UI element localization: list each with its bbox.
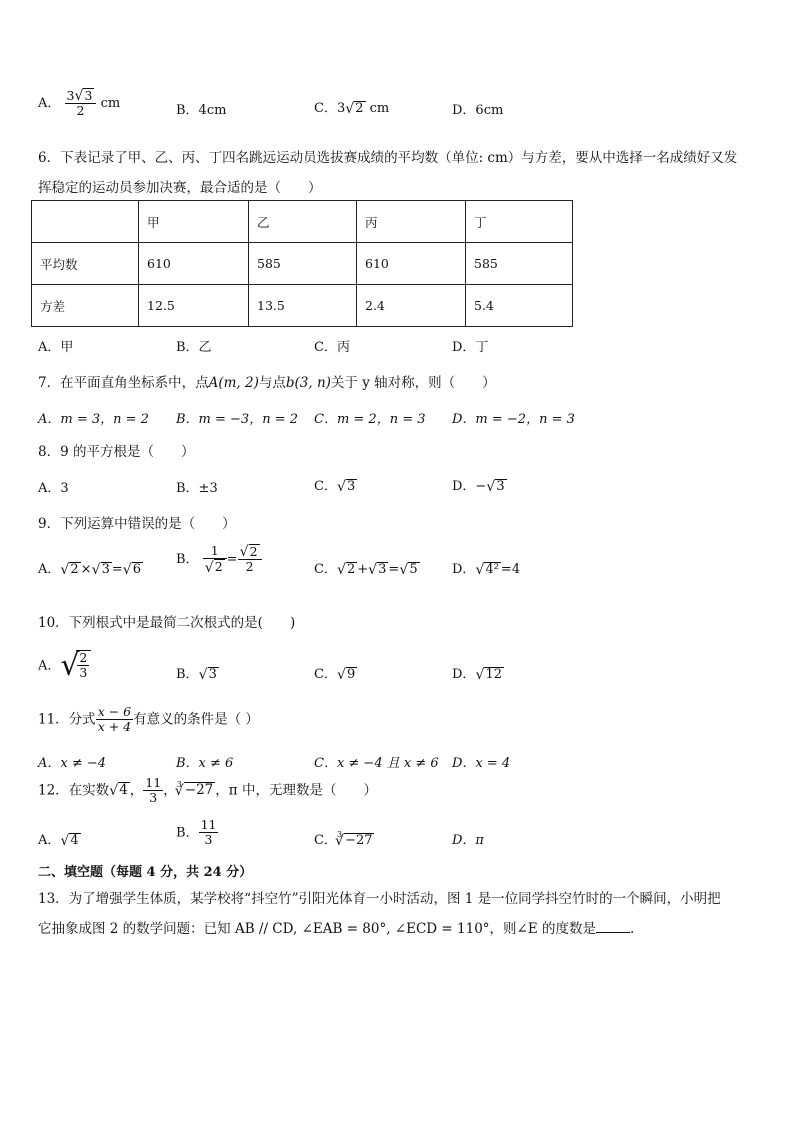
q7-option-d: D．m = −2，n = 3 [452, 412, 575, 427]
q6-option-b: B．乙 [176, 340, 212, 355]
q12-fraction: $\frac{11}{3}$ [145, 775, 162, 806]
table-cell: 平均数 [32, 243, 139, 285]
q5-option-c: C．3√ 2 cm [314, 97, 389, 116]
q11-option-b: B．x ≠ 6 [176, 756, 234, 771]
q6-option-a: A．甲 [38, 340, 74, 355]
table-cell: 585 [466, 243, 573, 285]
q6-option-c: C．丙 [314, 340, 350, 355]
q7-option-a: A．m = 3，n = 2 [38, 412, 149, 427]
q6-stem-line1: 6．下表记录了甲、乙、丙、丁四名跳远运动员选拔赛成绩的平均数（单位: cm）与方差，要从中选择一名成绩好又发 [38, 150, 738, 166]
answer-blank[interactable] [596, 931, 630, 933]
q12-option-c: C．$^3$√ −27 [314, 829, 374, 848]
q11-fraction: $\frac{x - 6}{x + 4}$ [97, 704, 132, 735]
q7-point-b: b(3, n) [285, 375, 331, 391]
q8-option-b: B．±3 [176, 481, 218, 496]
q5-a-label: A． [38, 95, 61, 111]
q9-option-c: C．√ 2 +√ 3 =√ 5 [314, 558, 420, 577]
table-cell: 12.5 [139, 285, 249, 327]
q7-stem: 7．在平面直角坐标系中，点A(m, 2)与点b(3, n)关于 y 轴对称，则（ ） [38, 375, 496, 391]
table-cell: 2.4 [357, 285, 466, 327]
q11-option-d: D．x = 4 [452, 756, 511, 771]
q9-option-a: A．√ 2 ×√ 3 =√ 6 [38, 558, 143, 577]
table-cell: 甲 [139, 201, 249, 243]
q6-option-d: D．丁 [452, 340, 489, 355]
table-cell: 方差 [32, 285, 139, 327]
q10-option-d: D．√ 12 [452, 663, 504, 682]
table-cell: 丁 [466, 201, 573, 243]
q9-option-b: B． 1 √ 2 = √ $\frac{2}{2}$ [176, 544, 262, 575]
table-row [32, 243, 573, 285]
q5-a-fraction: $\frac{3√ 3}{2}$ [65, 88, 97, 119]
q5-option-d: D．6cm [452, 103, 504, 118]
table-cell: 13.5 [249, 285, 357, 327]
table-cell: 丙 [357, 201, 466, 243]
q10-option-b: B．√ 3 [176, 663, 219, 682]
q9-b-right-fraction: √ $\frac{2}{2}$ [238, 544, 262, 575]
q8-option-d: D．−√ 3 [452, 475, 507, 494]
table-cell: 585 [249, 243, 357, 285]
q12-option-d: D．π [452, 833, 484, 848]
table-header-row [32, 201, 573, 243]
table-cell: 610 [357, 243, 466, 285]
q10-stem: 10．下列根式中是最简二次根式的是( ) [38, 615, 296, 631]
section-title: 二、填空题（每题 4 分，共 24 分） [38, 865, 253, 880]
q8-option-c: C．√ 3 [314, 475, 357, 494]
table-cell: 5.4 [466, 285, 573, 327]
q5-option-a [38, 88, 120, 119]
q5-option-b: B．4cm [176, 103, 227, 118]
q10-option-a: A． √ $\frac{2}{3}$ [38, 650, 91, 681]
q9-stem: 9．下列运算中错误的是（ ） [38, 516, 236, 532]
q13-stem-line2: 它抽象成图 2 的数学问题：已知 AB // CD, ∠EAB = 80°, ∠ECD = 110°，则∠E 的度数是 . [38, 921, 635, 937]
table-cell: 乙 [249, 201, 357, 243]
q7-point-a: A(m, 2) [208, 375, 259, 391]
q8-stem: 8．9 的平方根是（ ） [38, 444, 195, 460]
q7-option-b: B．m = −3，n = 2 [176, 412, 299, 427]
q7-option-c: C．m = 2，n = 3 [314, 412, 426, 427]
q10-option-c: C．√ 9 [314, 663, 357, 682]
q11-option-c: C．x ≠ −4 且 x ≠ 6 [314, 756, 439, 771]
q11-stem: 11．分式 $\frac{x - 6}{x + 4}$ 有意义的条件是（ ） [38, 704, 259, 735]
q8-option-a: A．3 [38, 481, 69, 496]
table-cell [32, 201, 139, 243]
q6-score-table [31, 200, 573, 327]
q6-stem-line2: 挥稳定的运动员参加决赛，最合适的是（ ） [38, 180, 322, 196]
table-cell: 610 [139, 243, 249, 285]
q12-stem: 12．在实数√ 4 ， $\frac{11}{3}$ ，$^3$√ −27 ，π 中，无理数是（ ） [38, 776, 377, 806]
q9-b-left-fraction: 1 √ 2 [203, 544, 227, 575]
table-row [32, 285, 573, 327]
q5-a-unit: cm [100, 95, 121, 111]
q12-option-a: A．√ 4 [38, 829, 81, 848]
q9-option-d: D．√ 4² =4 [452, 558, 520, 577]
q12-option-b: B． $\frac{11}{3}$ [176, 817, 217, 848]
q11-option-a: A．x ≠ −4 [38, 756, 107, 771]
q13-stem-line1: 13．为了增强学生体质，某学校将“抖空竹”引阳光体育一小时活动，图 1 是一位同学抖空竹时的一个瞬间，小明把 [38, 891, 721, 907]
